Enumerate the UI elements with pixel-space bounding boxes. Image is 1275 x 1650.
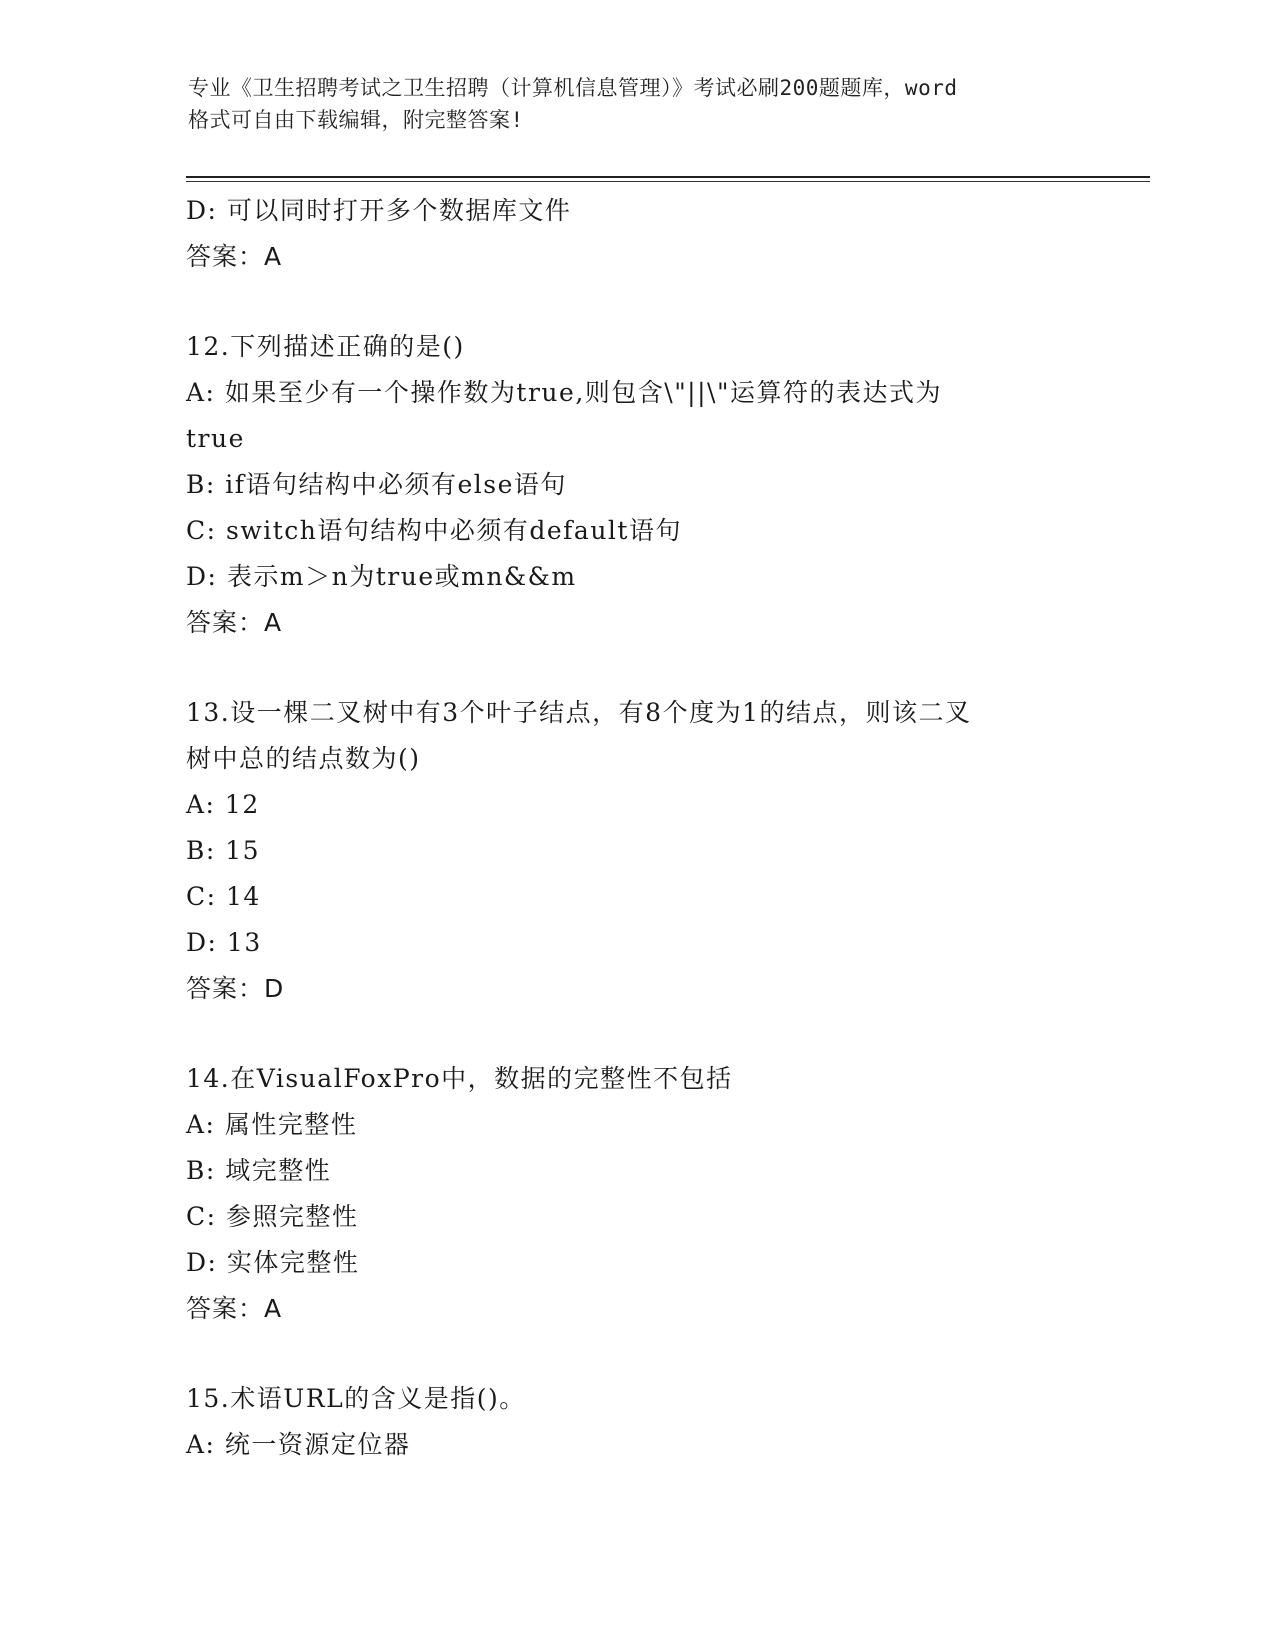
spacer: [186, 1332, 1086, 1376]
answer-label: 答案：A: [186, 242, 283, 271]
header-divider-thick: [186, 176, 1150, 178]
question-list: [186, 188, 1086, 1468]
option-b: B: 15: [186, 836, 261, 865]
spacer: [186, 1012, 1086, 1056]
question-15: [186, 1376, 1086, 1468]
header-title-line-2: 格式可自由下载编辑，附完整答案!: [188, 108, 524, 132]
question-text-continued: 树中总的结点数为(): [186, 744, 421, 773]
question-12: [186, 324, 1086, 646]
option-a: A: 如果至少有一个操作数为true,则包含\"||\"运算符的表达式为: [186, 378, 942, 407]
spacer: [186, 646, 1086, 690]
header-divider-thin: [186, 181, 1150, 182]
option-b: B: 域完整性: [186, 1156, 332, 1185]
document-header: [188, 72, 1088, 136]
option-c: C: switch语句结构中必须有default语句: [186, 516, 682, 545]
question-13: [186, 690, 1086, 1012]
option-c: C: 参照完整性: [186, 1202, 359, 1231]
question-text: 14.在VisualFoxPro中，数据的完整性不包括: [186, 1064, 733, 1093]
spacer: [186, 280, 1086, 324]
question-text: 15.术语URL的含义是指()。: [186, 1384, 526, 1413]
option-d: D: 表示m＞n为true或mn&&m: [186, 562, 577, 591]
option-a: A: 属性完整性: [186, 1110, 358, 1139]
question-11-tail: [186, 188, 1086, 280]
option-d: D: 13: [186, 928, 262, 957]
option-a-continued: true: [186, 424, 245, 453]
answer-label: 答案：A: [186, 1294, 283, 1323]
option-b: B: if语句结构中必须有else语句: [186, 470, 567, 499]
option-d: D: 实体完整性: [186, 1248, 360, 1277]
option-c: C: 14: [186, 882, 261, 911]
option-a: A: 12: [186, 790, 260, 819]
option-d: D: 可以同时打开多个数据库文件: [186, 196, 572, 225]
question-text: 13.设一棵二叉树中有3个叶子结点，有8个度为1的结点，则该二叉: [186, 698, 972, 727]
answer-label: 答案：A: [186, 608, 283, 637]
answer-label: 答案：D: [186, 974, 285, 1003]
header-title-line-1: 专业《卫生招聘考试之卫生招聘（计算机信息管理）》考试必刷200题题库，word: [188, 76, 958, 100]
option-a: A: 统一资源定位器: [186, 1430, 411, 1459]
question-14: [186, 1056, 1086, 1332]
question-text: 12.下列描述正确的是(): [186, 332, 465, 361]
